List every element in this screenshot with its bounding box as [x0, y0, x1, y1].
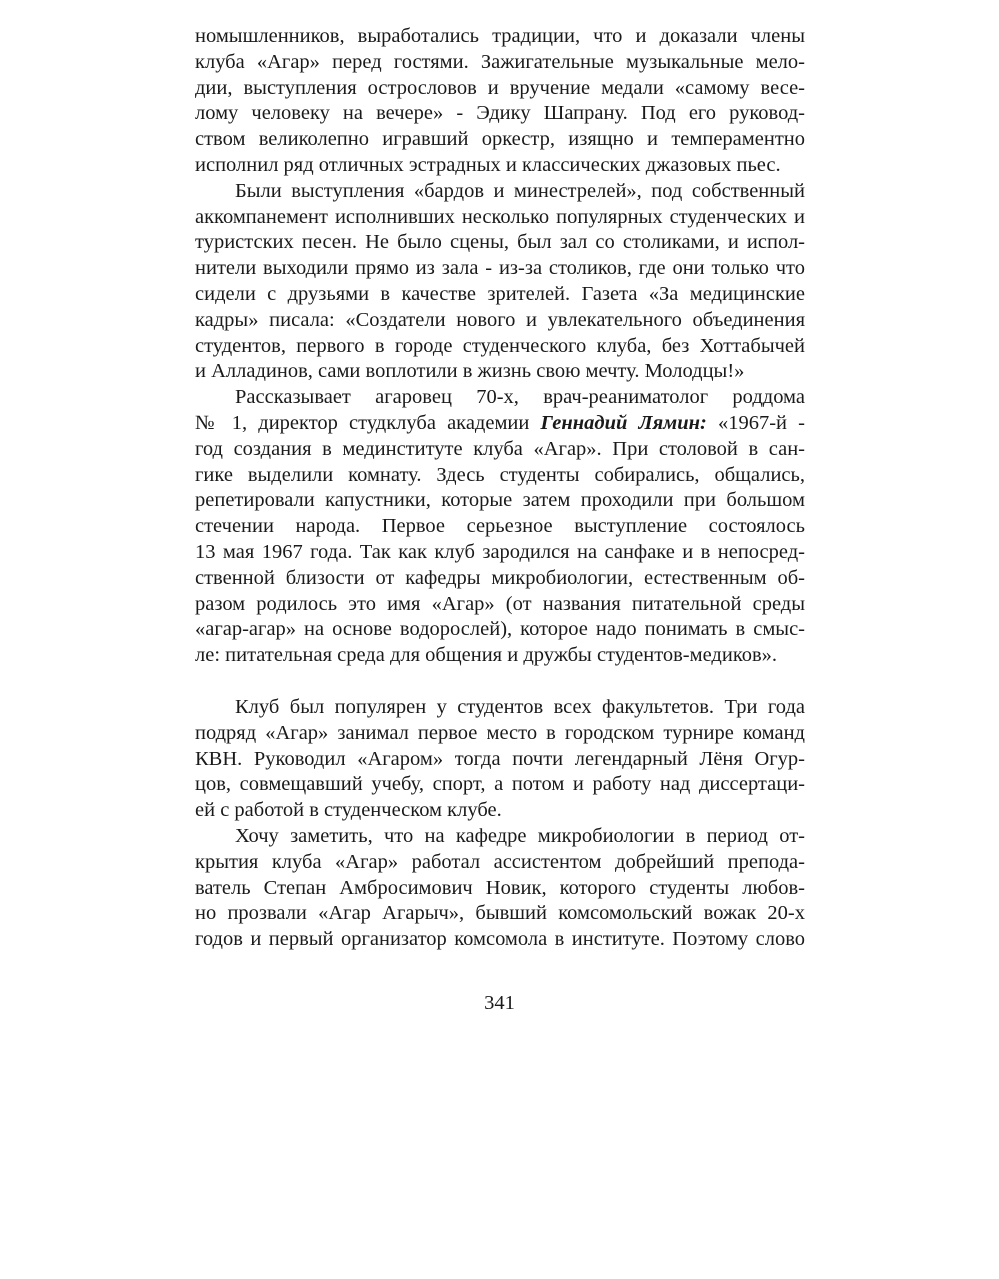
text-line: дии, выступления острословов и вручение медали «самому весе-: [195, 76, 805, 99]
text-segment: № 1, директор студклуба академии: [195, 411, 541, 434]
page-text: [195, 24, 805, 953]
text-line: ством великолепно игравший оркестр, изящно и темпераментно: [195, 128, 805, 151]
person-name: Геннадий Лямин:: [540, 411, 707, 434]
paragraph-5: [195, 824, 805, 953]
text-line: нители выходили прямо из зала - из-за столиков, где они только что: [195, 257, 805, 280]
page-number: 341: [484, 992, 515, 1014]
text-line: кадры» писала: «Создатели нового и увлекательного объединения: [195, 308, 805, 331]
text-line: год создания в мединституте клуба «Агар». При столовой в сан-: [195, 437, 805, 460]
text-line: разом родилось это имя «Агар» (от названия питательной среды: [195, 592, 805, 615]
text-line: туристских песен. Не было сцены, был зал со столиками, и испол-: [195, 231, 805, 254]
text-line: стечении народа. Первое серьезное выступление состоялось: [195, 515, 805, 538]
paragraph-4: [195, 695, 805, 824]
text-line: и Алладинов, сами воплотили в жизнь свою мечту. Молодцы!»: [195, 360, 745, 383]
text-line: Клуб был популярен у студентов всех факультетов. Три года: [235, 695, 805, 718]
text-line: КВН. Руководил «Агаром» тогда почти легендарный Лёня Огур-: [195, 747, 805, 770]
text-line: цов, совмещавший учебу, спорт, а потом и работу над диссертаци-: [195, 773, 805, 796]
text-line: подряд «Агар» занимал первое место в городском турнире команд: [195, 721, 805, 744]
text-line: лому человеку на вечере» - Эдику Шапрану. Под его руковод-: [195, 102, 805, 125]
paragraph-1: [195, 24, 805, 179]
text-line: Рассказывает агаровец 70-х, врач-реаниматолог роддома: [235, 386, 805, 409]
text-segment: «1967-й -: [706, 411, 806, 434]
text-line: клуба «Агар» перед гостями. Зажигательные музыкальные мело-: [195, 50, 805, 73]
text-line: ле: питательная среда для общения и дружбы студентов-медиков».: [195, 644, 778, 667]
text-line: «агар-агар» на основе водорослей), которое надо понимать в смыс-: [195, 618, 805, 641]
text-line: номышленников, выработались традиции, что и доказали члены: [195, 25, 805, 47]
text-line: аккомпанемент исполнивших несколько популярных студенческих и: [195, 205, 805, 228]
text-line: Хочу заметить, что на кафедре микробиологии в период от-: [235, 824, 805, 847]
text-line: ватель Степан Амбросимович Новик, которого студенты любов-: [195, 876, 805, 899]
paragraph-gap: [195, 669, 805, 695]
text-line: репетировали капустники, которые затем проходили при большом: [195, 489, 805, 512]
text-line: сидели с друзьями в качестве зрителей. Газета «За медицинские: [195, 282, 805, 305]
paragraph-3: [195, 385, 805, 669]
text-line: годов и первый организатор комсомола в институте. Поэтому слово: [195, 928, 805, 951]
text-line: ей с работой в студенческом клубе.: [195, 799, 502, 822]
text-line: исполнил ряд отличных эстрадных и классических джазовых пьес.: [195, 153, 781, 176]
text-line: Были выступления «бардов и минестрелей», под собственный: [235, 179, 805, 202]
text-line: крытия клуба «Агар» работал ассистентом добрейший препода-: [195, 850, 805, 873]
text-line: но прозвали «Агар Агарыч», бывший комсомольский вожак 20-х: [195, 902, 805, 925]
text-line: [195, 411, 805, 437]
text-line: ственной близости от кафедры микробиологии, естественным об-: [195, 566, 805, 589]
text-line: студентов, первого в городе студенческого клуба, без Хоттабычей: [195, 334, 805, 357]
text-line: гике выделили комнату. Здесь студенты собирались, общались,: [195, 463, 805, 486]
text-line: 13 мая 1967 года. Так как клуб зародился на санфаке и в непосред-: [195, 540, 805, 563]
paragraph-2: [195, 179, 805, 385]
